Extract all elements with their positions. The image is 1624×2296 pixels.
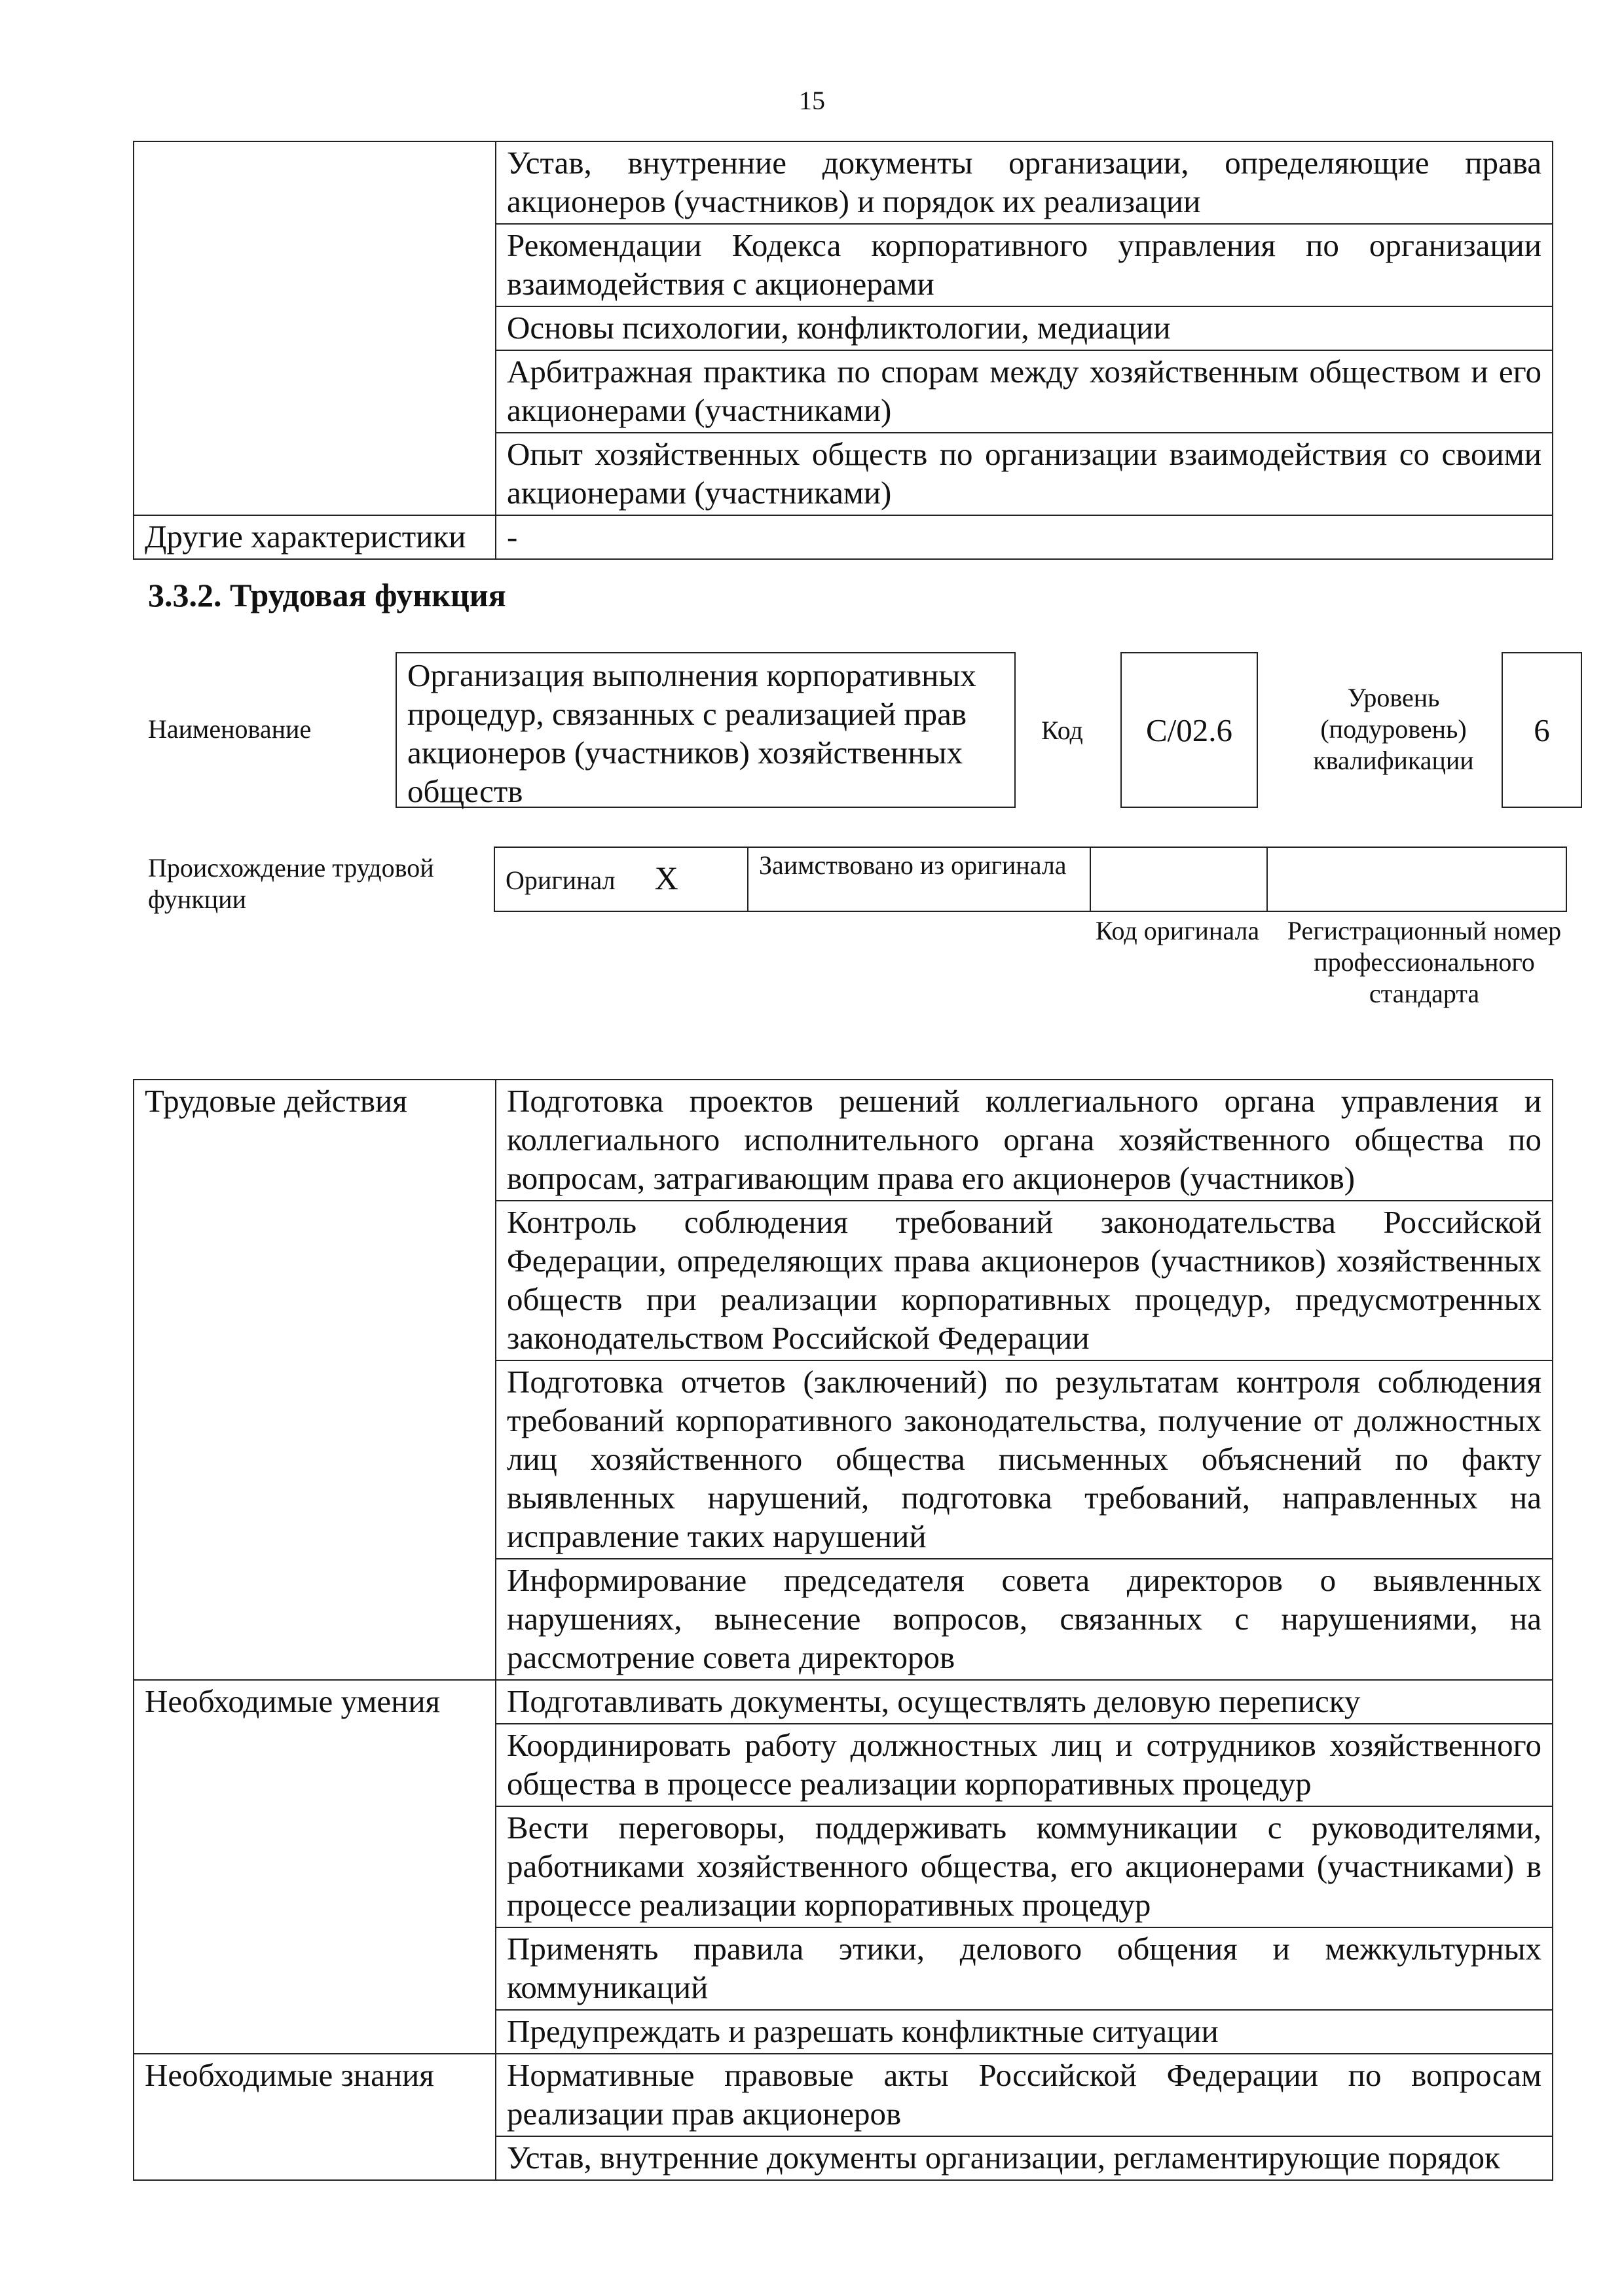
function-details-table (133, 1079, 1553, 2181)
knowledge-table-continued (133, 141, 1553, 560)
skill-item: Вести переговоры, поддерживать коммуникации с руководителями, работниками хозяйственного общества, его акционерами (участниками) в процессе реализации корпоративных процедур (496, 1806, 1553, 1927)
name-label: Наименование (148, 714, 312, 744)
reg-number-caption: Регистрационный номер профессионального стандарта (1287, 916, 1562, 1008)
skill-item: Предупреждать и разрешать конфликтные ситуации (496, 2010, 1553, 2054)
action-item: Информирование председателя совета директоров о выявленных нарушениях, вынесение вопросов, связанных с нарушениями, на рассмотрение совета директоров (496, 1559, 1553, 1680)
code-box: C/02.6 (1120, 652, 1258, 808)
knowledge-item: Нормативные правовые акты Российской Федерации по вопросам реализации прав акционеров (496, 2054, 1553, 2136)
other-characteristics-label: Другие характеристики (134, 515, 496, 559)
skill-item: Применять правила этики, делового общения и межкультурных коммуникаций (496, 1927, 1553, 2010)
knowledge-item: Основы психологии, конфликтологии, медиации (496, 306, 1553, 350)
original-code-cell (1090, 847, 1267, 911)
section-heading: 3.3.2. Трудовая функция (148, 577, 506, 613)
skills-label: Необходимые умения (134, 1680, 496, 2054)
original-code-caption: Код оригинала (1095, 916, 1260, 945)
function-name-box: Организация выполнения корпоративных процедур, связанных с реализацией прав акционеров (участников) хозяйственных обществ (396, 652, 1016, 808)
reg-number-cell (1267, 847, 1566, 911)
page-number: 15 (799, 86, 825, 115)
knowledge-item: Рекомендации Кодекса корпоративного управления по организации взаимодействия с акционерами (496, 224, 1553, 306)
borrowed-label: Заимствовано из оригинала (748, 847, 1090, 911)
knowledge-item: Устав, внутренние документы организации, регламентирующие порядок (496, 2136, 1553, 2180)
action-item: Контроль соблюдения требований законодательства Российской Федерации, определяющих права акционеров (участников) хозяйственных обществ при реализации корпоративных процедур, предусмотренных законодательством Российской Федерации (496, 1201, 1553, 1360)
action-item: Подготовка проектов решений коллегиального органа управления и коллегиального исполнительного органа хозяйственного общества по вопросам, затрагивающим права его акционеров (участников) (496, 1080, 1553, 1201)
knowledge-item: Арбитражная практика по спорам между хозяйственным обществом и его акционерами (участниками) (496, 350, 1553, 433)
knowledge-item: Опыт хозяйственных обществ по организации взаимодействия со своими акционерами (участниками) (496, 433, 1553, 515)
skill-item: Координировать работу должностных лиц и сотрудников хозяйственного общества в процессе реализации корпоративных процедур (496, 1724, 1553, 1806)
actions-label: Трудовые действия (134, 1080, 496, 1680)
qualification-level-box: 6 (1502, 652, 1582, 808)
other-characteristics-value: - (496, 515, 1553, 559)
knowledge-label: Необходимые знания (134, 2054, 496, 2180)
empty-label-cell (134, 141, 496, 515)
code-label: Код (1041, 716, 1083, 745)
action-item: Подготовка отчетов (заключений) по результатам контроля соблюдения требований корпоративного законодательства, получение от должностных лиц хозяйственного общества письменных объяснений по факту выявленных нарушений, подготовка требований, направленных на исправление таких нарушений (496, 1360, 1553, 1559)
knowledge-item: Устав, внутренние документы организации, определяющие права акционеров (участников) и порядок их реализации (496, 141, 1553, 224)
original-cell (494, 847, 748, 911)
original-label: Оригинал (506, 866, 616, 895)
qualification-level-label: Уровень (подуровень) квалификации (1313, 683, 1474, 775)
origin-label: Происхождение трудовой функции (148, 853, 434, 914)
original-mark: X (654, 860, 678, 896)
skill-item: Подготавливать документы, осуществлять деловую переписку (496, 1680, 1553, 1724)
origin-table (494, 847, 1567, 912)
